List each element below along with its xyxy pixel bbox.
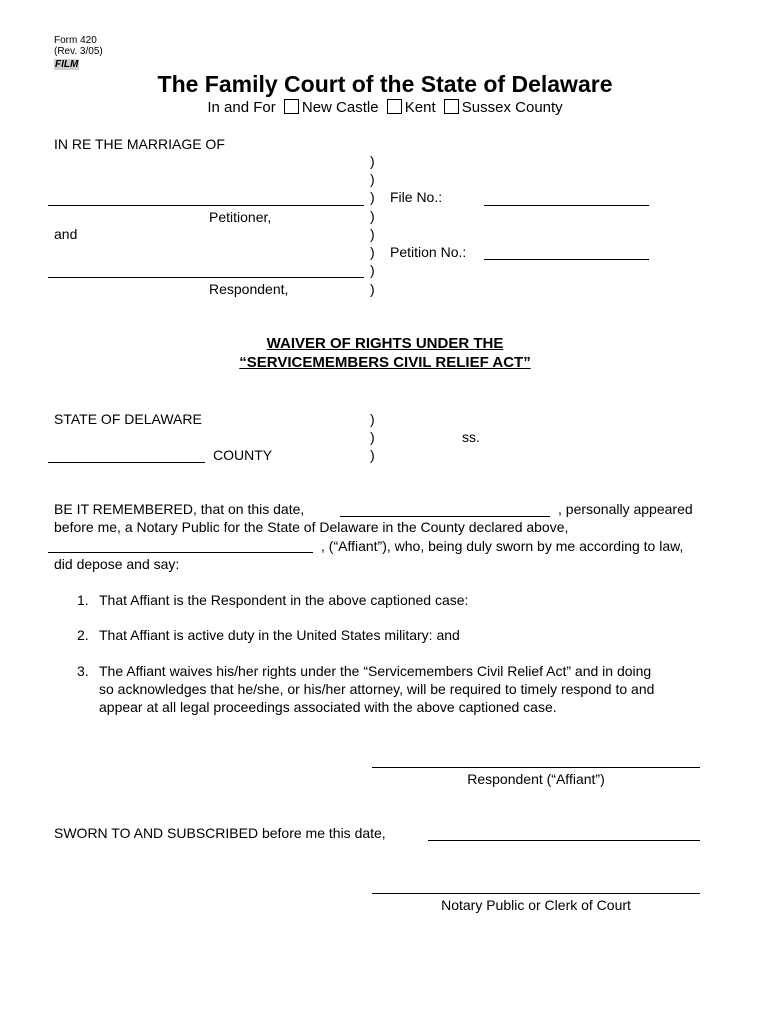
- list-item: That Affiant is active duty in the United States military: and: [99, 627, 460, 643]
- document-title-line2: “SERVICEMEMBERS CIVIL RELIEF ACT”: [239, 354, 531, 371]
- caption-paren: ): [370, 189, 375, 205]
- notary-signature-label: Notary Public or Clerk of Court: [441, 897, 631, 913]
- list-item: appear at all legal proceedings associated with the above captioned case.: [99, 699, 557, 715]
- notary-text: before me, a Notary Public for the State of Delaware in the County declared above,: [54, 519, 569, 535]
- caption-paren: ): [370, 153, 375, 169]
- county-selector: [0, 99, 770, 116]
- list-item: so acknowledges that he/she, or his/her attorney, will be required to timely respond to and: [99, 681, 655, 697]
- venue-paren: ): [370, 429, 375, 445]
- venue-paren: ): [370, 447, 375, 463]
- remembered-text: BE IT REMEMBERED, that on this date,: [54, 501, 305, 517]
- and-label: and: [54, 226, 78, 242]
- state-label: STATE OF DELAWARE: [54, 411, 202, 427]
- county-label: COUNTY: [213, 447, 273, 463]
- sussex-checkbox[interactable]: [444, 99, 459, 114]
- depose-text: did depose and say:: [54, 556, 180, 572]
- date-line[interactable]: [340, 516, 550, 517]
- caption-paren: ): [370, 208, 375, 224]
- list-item: That Affiant is the Respondent in the above captioned case:: [99, 592, 469, 608]
- kent-label: Kent: [404, 99, 436, 116]
- file-no-label: File No.:: [390, 189, 443, 205]
- new-castle-checkbox[interactable]: [284, 99, 299, 114]
- caption-paren: ): [370, 226, 375, 242]
- affiant-name-line[interactable]: [48, 552, 313, 553]
- court-title: The Family Court of the State of Delaware: [157, 71, 613, 97]
- caption-paren: ): [370, 244, 375, 260]
- respondent-name-line[interactable]: [48, 277, 364, 278]
- sworn-date-line[interactable]: [428, 840, 700, 841]
- list-number: 2.: [77, 627, 89, 643]
- affiant-sworn-text: , (“Affiant”), who, being duly sworn by me according to law,: [321, 538, 684, 554]
- respondent-label: Respondent,: [209, 281, 289, 297]
- in-re-label: IN RE THE MARRIAGE OF: [54, 136, 225, 152]
- petitioner-label: Petitioner,: [209, 209, 272, 225]
- document-title-line1: WAIVER OF RIGHTS UNDER THE: [266, 335, 504, 352]
- petition-no-label: Petition No.:: [390, 244, 467, 260]
- list-item: The Affiant waives his/her rights under the “Servicemembers Civil Relief Act” and in doing: [99, 663, 652, 679]
- notary-signature-line[interactable]: [372, 893, 700, 894]
- file-no-line[interactable]: [484, 205, 649, 206]
- sussex-label: Sussex County: [461, 99, 563, 116]
- kent-checkbox[interactable]: [387, 99, 402, 114]
- caption-paren: ): [370, 281, 375, 297]
- venue-paren: ): [370, 411, 375, 427]
- personally-appeared-text: , personally appeared: [558, 501, 693, 517]
- respondent-signature-line[interactable]: [372, 767, 700, 768]
- list-number: 3.: [77, 663, 89, 679]
- sworn-text: SWORN TO AND SUBSCRIBED before me this date,: [54, 825, 386, 841]
- form-number: Form 420: [54, 35, 97, 46]
- county-name-line[interactable]: [48, 462, 205, 463]
- caption-paren: ): [370, 262, 375, 278]
- form-revision: (Rev. 3/05): [54, 46, 103, 57]
- ss-label: ss.: [462, 429, 480, 445]
- new-castle-label: New Castle: [301, 99, 379, 116]
- respondent-signature-label: Respondent (“Affiant”): [467, 771, 605, 787]
- film-label: FILM: [55, 59, 79, 70]
- petition-no-line[interactable]: [484, 259, 649, 260]
- list-number: 1.: [77, 592, 89, 608]
- petitioner-name-line[interactable]: [48, 205, 364, 206]
- caption-paren: ): [370, 171, 375, 187]
- in-and-for-label: In and For: [207, 99, 276, 116]
